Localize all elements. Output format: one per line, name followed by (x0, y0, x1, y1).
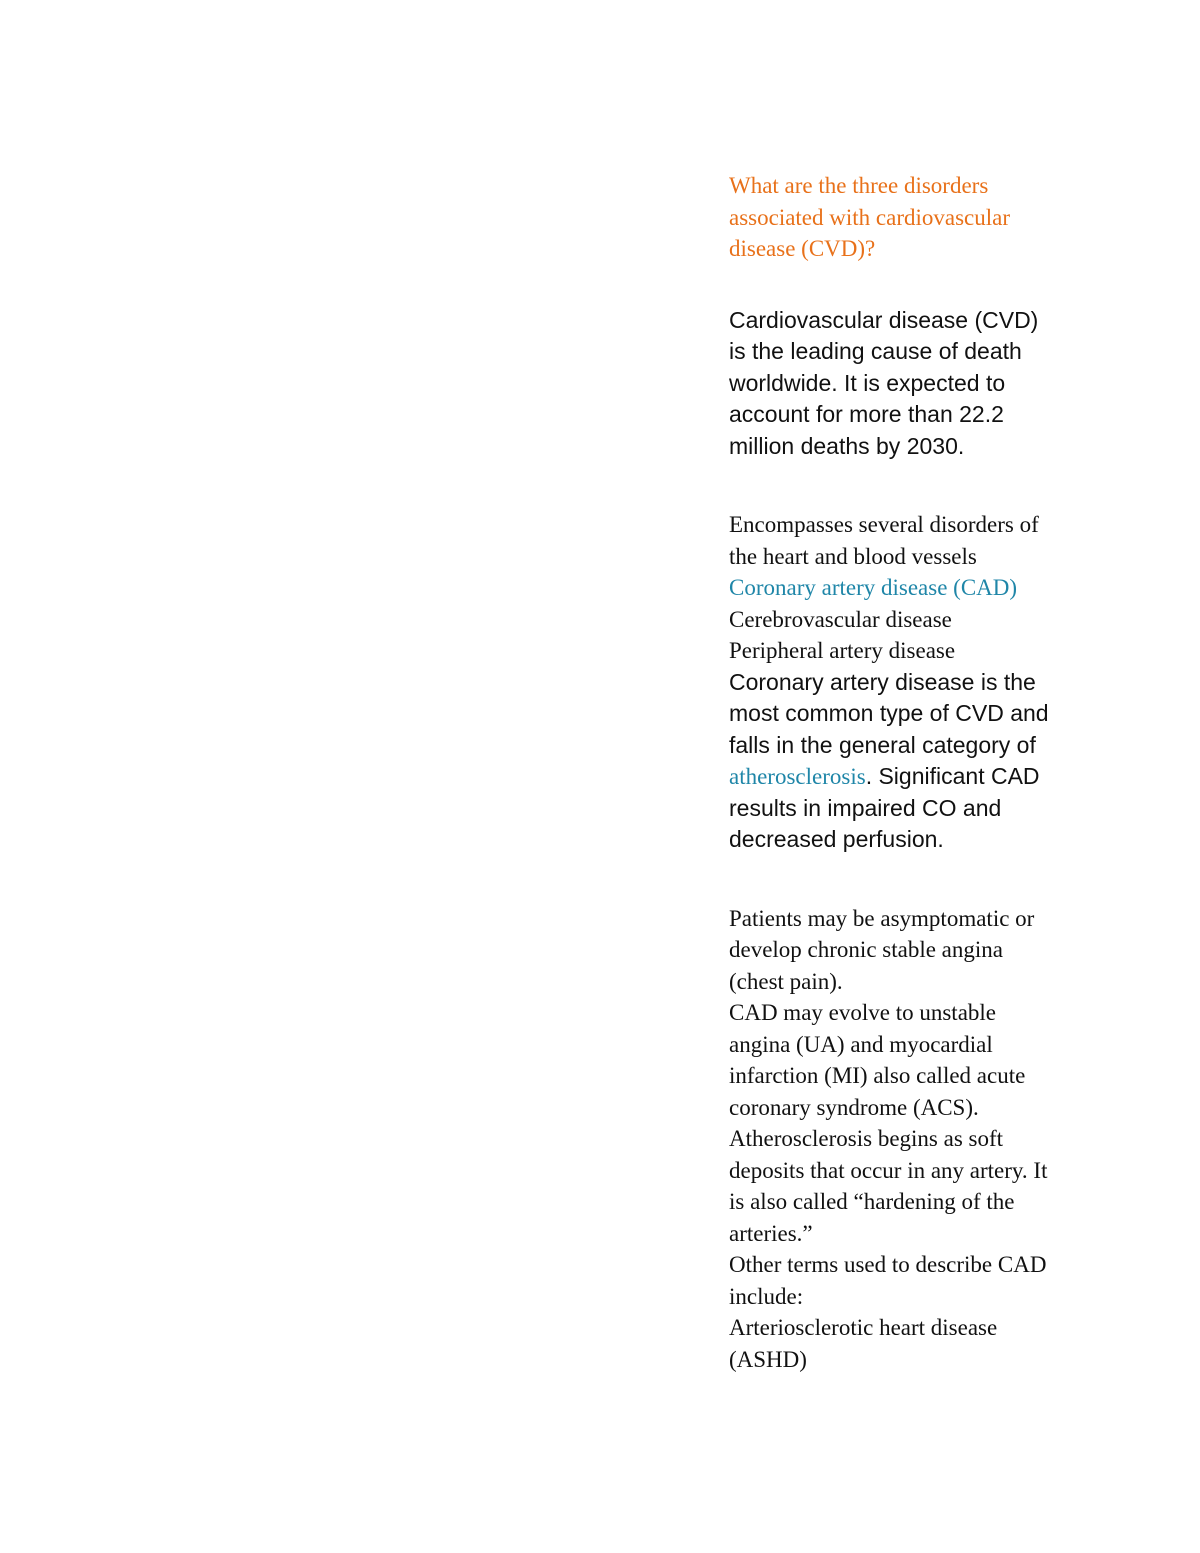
question-heading (729, 170, 1074, 265)
patients-line: develop chronic stable angina (729, 937, 1003, 962)
patients-line: (ASHD) (729, 1346, 807, 1372)
patients-line: CAD may evolve to unstable (729, 1000, 997, 1025)
content-column (729, 170, 1074, 1375)
patients-line: infarction (MI) also called acute (729, 1063, 1026, 1088)
patients-line: is also called “hardening of the (729, 1189, 1015, 1214)
intro-line: account for more than 22.2 (729, 401, 1004, 427)
patients-line: coronary syndrome (ACS). (729, 1094, 979, 1120)
intro-line: is the leading cause of death (729, 338, 1022, 364)
cad-text-line: decreased perfusion. (729, 826, 944, 852)
intro-paragraph (729, 305, 1074, 463)
patients-paragraph (729, 903, 1074, 1376)
patients-line: (chest pain). (729, 968, 843, 994)
patients-line: Arteriosclerotic heart disease (729, 1315, 998, 1340)
question-line: disease (CVD)? (729, 236, 876, 261)
cad-text-line: falls in the general category of (729, 731, 1036, 758)
intro-line: worldwide. It is expected to (729, 369, 1006, 396)
intro-line: Cardiovascular disease (CVD) (729, 306, 1039, 333)
intro-line: million deaths by 2030. (729, 432, 965, 459)
disorder-item-peripheral: Peripheral artery disease (729, 638, 956, 663)
cad-text-line: Coronary artery disease is the (729, 668, 1036, 695)
patients-line: Atherosclerosis begins as soft (729, 1126, 1004, 1151)
cad-text-line: most common type of CVD and (729, 700, 1049, 726)
disorders-section (729, 509, 1074, 856)
atherosclerosis-link[interactable]: atherosclerosis (729, 764, 866, 789)
cad-link[interactable]: Coronary artery disease (CAD) (729, 575, 1018, 600)
encompasses-line: Encompasses several disorders of (729, 512, 1039, 537)
patients-line: include: (729, 1283, 804, 1309)
cad-text-after-link: . Significant CAD (865, 763, 1040, 789)
patients-line: arteries.” (729, 1220, 813, 1246)
disorder-item-cerebrovascular: Cerebrovascular disease (729, 606, 952, 632)
patients-line: angina (UA) and myocardial (729, 1031, 993, 1057)
encompasses-line: the heart and blood vessels (729, 543, 977, 569)
patients-line: deposits that occur in any artery. It (729, 1157, 1048, 1183)
patients-line: Other terms used to describe CAD (729, 1252, 1047, 1277)
question-line: associated with cardiovascular (729, 204, 1010, 230)
question-line: What are the three disorders (729, 173, 989, 198)
cad-text-line: results in impaired CO and (729, 794, 1002, 821)
patients-line: Patients may be asymptomatic or (729, 905, 1035, 931)
cad-text-line-with-link (729, 761, 1074, 793)
